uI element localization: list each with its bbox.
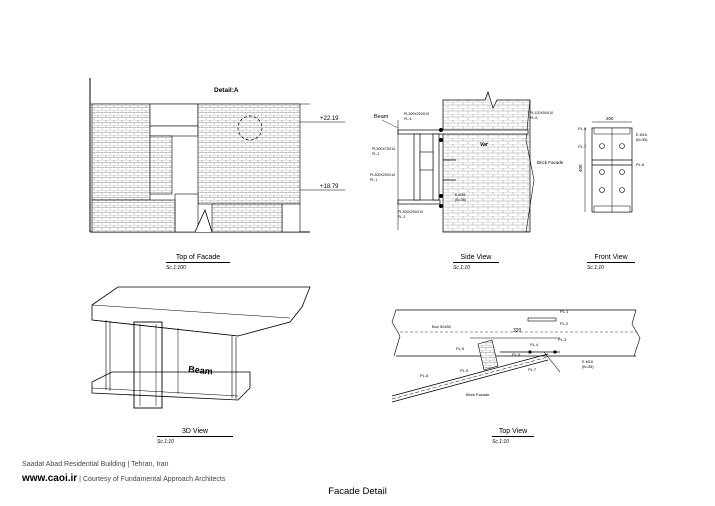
tv-box: Box 50x50 — [432, 324, 451, 329]
tv-pl2: PL.2 — [560, 321, 569, 326]
side-pl-top-n: PL.4 — [404, 117, 412, 121]
footer-credits — [22, 473, 225, 484]
side-brick-facade-label: Brick Facade — [537, 160, 564, 165]
side-beam-label: Beam — [374, 114, 389, 120]
tv-pl3: PL.3 — [558, 337, 567, 342]
front-pl7: PL.7 — [578, 144, 587, 149]
footer-website-link[interactable]: www.caoi.ir — [22, 473, 78, 484]
detail-a-label: Detail:A — [214, 87, 239, 94]
side-pl-top: PL300X200X10 — [404, 112, 430, 116]
footer-separator: | — [79, 476, 81, 483]
caption-top-view — [492, 428, 534, 445]
caption-top-of-facade-title: Top of Facade — [166, 254, 230, 263]
caption-3d-view — [157, 428, 233, 445]
level-lower-label: +18.79 — [320, 184, 339, 190]
front-view-drawing — [578, 116, 648, 212]
footer-courtesy: Courtesy of Fundamental Approach Architects — [82, 476, 226, 483]
level-upper-label: +22.19 — [320, 116, 339, 122]
tv-bolt-len: (B=35) — [582, 365, 594, 369]
tv-bolt: E.M16 — [582, 360, 593, 364]
side-bolt-label: E.M16 — [455, 193, 466, 197]
3d-view-drawing — [92, 287, 310, 408]
caption-3d-view-scale: Sc.1:10 — [157, 439, 174, 445]
side-pl-bot-n: PL.3 — [398, 215, 406, 219]
top-view-drawing — [392, 309, 640, 402]
caption-top-view-title: Top View — [492, 428, 534, 437]
tv-pl6: PL.6 — [512, 352, 521, 357]
tv-dim: 320 — [513, 328, 522, 334]
top-of-facade-drawing — [90, 78, 345, 232]
caption-side-view-title: Side View — [453, 254, 499, 263]
tv-pl6b: PL.6 — [456, 346, 465, 351]
tv-pl8: PL.8 — [420, 373, 429, 378]
front-height-dim: 400 — [578, 164, 583, 172]
caption-front-view-scale: Sc.1:10 — [587, 265, 604, 271]
caption-side-view-scale: Sc.1:10 — [453, 265, 470, 271]
caption-front-view-title: Front View — [587, 254, 635, 263]
tv-brick-facade: Brick Facade — [466, 392, 490, 397]
front-bolt: E.M16 — [636, 133, 647, 137]
tv-pl7: PL.7 — [528, 367, 537, 372]
caption-front-view — [587, 254, 635, 271]
footer-project: Saadat Abad Residential Building | Tehran, Iran — [22, 461, 169, 468]
caption-top-of-facade-scale: Sc.1:100 — [166, 265, 186, 271]
front-pl5: PL.5 — [578, 126, 587, 131]
side-pl-mid-n: PL.1 — [370, 178, 378, 182]
side-var-label: Var — [480, 142, 488, 148]
tv-pl1: PL.1 — [560, 309, 569, 314]
caption-3d-view-title: 3D View — [157, 428, 233, 437]
3d-beam-label: Beam — [187, 364, 214, 377]
front-bolt-len: (B=35) — [636, 138, 648, 142]
side-pl-right: PL120X50X10 — [530, 111, 554, 115]
side-pl-right-n: PL.6 — [530, 116, 538, 120]
side-pl-bot: PL300X200X10 — [398, 210, 424, 214]
side-view-drawing — [370, 92, 564, 232]
sheet-title: Facade Detail — [328, 486, 387, 497]
tv-pl4: PL.4 — [530, 342, 539, 347]
front-width-dim: 200 — [606, 116, 614, 121]
side-pl-mid: PL300X200X10 — [370, 173, 396, 177]
caption-top-of-facade — [166, 254, 230, 271]
caption-side-view — [453, 254, 499, 271]
side-pl-left: PL300X75X10 — [372, 147, 396, 151]
tv-pl5: PL.5 — [460, 368, 469, 373]
caption-top-view-scale: Sc.1:10 — [492, 439, 509, 445]
front-pl6: PL.6 — [636, 162, 645, 167]
side-pl-left-n: PL.2 — [372, 152, 380, 156]
side-bolt-len: (B=35) — [455, 198, 466, 202]
